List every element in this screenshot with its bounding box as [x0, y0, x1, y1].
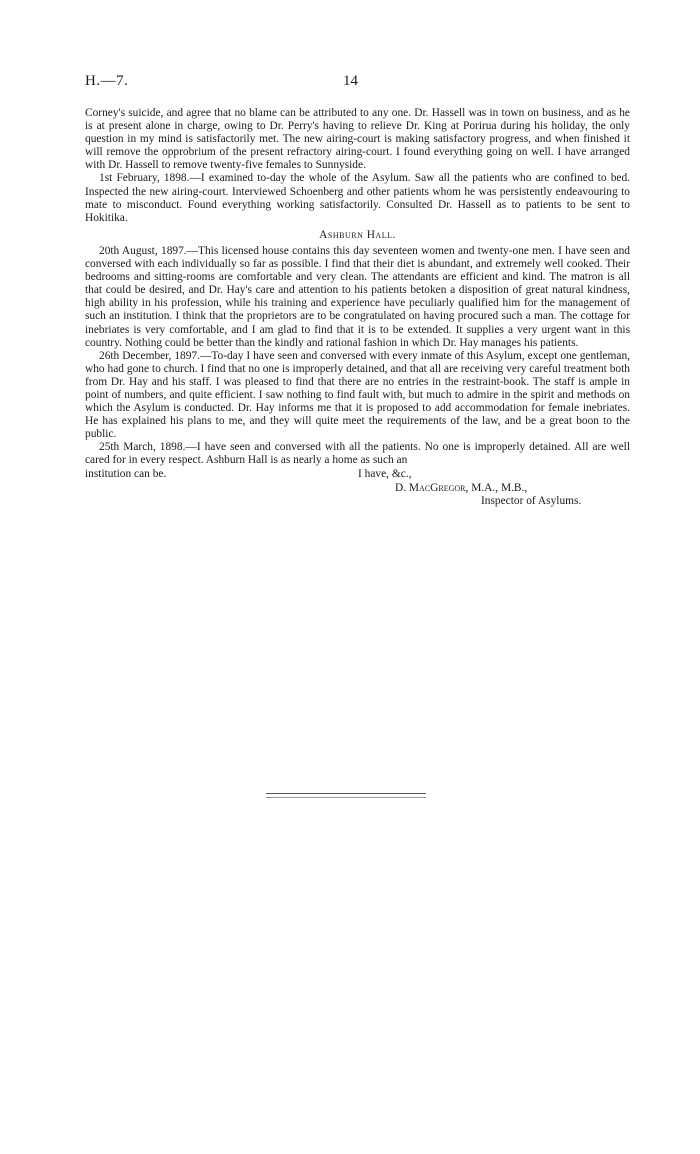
report-body: [85, 107, 630, 530]
valediction: I have, &c.,: [358, 467, 412, 480]
paragraph-1st-february-1898: 1st February, 1898.—I examined to-day the whole of the Asylum. Saw all the patients who are confined to bed. Inspected the new airing-court. Interviewed Schoenberg and other patients whom he was persistently endeavouring to mate to misconduct. Found everything working satisfactorily. Consulted Dr. Hassell as to patients to be sent to Hokitika.: [85, 172, 630, 224]
letter-closing: [85, 468, 630, 530]
section-heading-ashburn-hall: Ashburn Hall.: [319, 228, 396, 241]
report-reference: H.—7.: [85, 73, 129, 89]
paragraph-continued: Corney's suicide, and agree that no blame can be attributed to any one. Dr. Hassell was in town on business, and as he is at present alone in charge, owing to Dr. Perry's having to relieve Dr. King at Porirua during his holiday, the only question in my mind is satisfactorily met. The new airing-court is making satisfactory progress, and when finished it will remove the opprobrium of the present refractory airing-court. I found everything going on well. I have arranged with Dr. Hassell to remove twenty-five females to Sunnyside.: [85, 107, 630, 172]
closing-line-left: institution can be.: [85, 467, 167, 480]
section-divider-rule: [266, 793, 426, 798]
paragraph-20th-august-1897: 20th August, 1897.—This licensed house contains this day seventeen women and twenty-one men. I have seen and conversed with each individually so far as possible. I find that their diet is abundant, and extremely well cooked. Their bedrooms and sitting-rooms are comfortable and very clean. The attendants are efficient and kind. The matron is all that could be desired, and Dr. Hay's care and attention to his patients betoken a disposition of great natural kindness, high ability in his profession, while his training and experience have peculiarly qualified him for the management of such an institution. I think that the proprietors are to be congratulated on having procured such a man. The cottage for inebriates is very comfortable, and I am glad to find that it is to be extended. It supplies a very urgent want in this country. Nothing could be better than the kindly and rational fashion in which Dr. Hay manages his patients.: [85, 244, 630, 349]
page-number: 14: [343, 73, 358, 89]
signature-title: Inspector of Asylums.: [481, 494, 582, 507]
paragraph-25th-march-1898: 25th March, 1898.—I have seen and conversed with all the patients. No one is improperly detained. All are well cared for in every respect. Ashburn Hall is as nearly a home as such an: [85, 441, 630, 467]
signature-name: D. MacGregor, M.A., M.B.,: [395, 481, 528, 494]
paragraph-26th-december-1897: 26th December, 1897.—To-day I have seen and conversed with every inmate of this Asylum, except one gentleman, who had gone to church. I find that no one is improperly detained, and that all are receiving very careful treatment both from Dr. Hay and his staff. I was pleased to find that there are no entries in the restraint-book. The staff is ample in point of numbers, and quite efficient. I saw nothing to find fault with, but much to admire in the spirit and methods on which the Asylum is conducted. Dr. Hay informs me that it is proposed to add accommodation for female inebriates. He has explained his plans to me, and they will quite meet the requirements of the law, and be a great boon to the public.: [85, 349, 630, 441]
